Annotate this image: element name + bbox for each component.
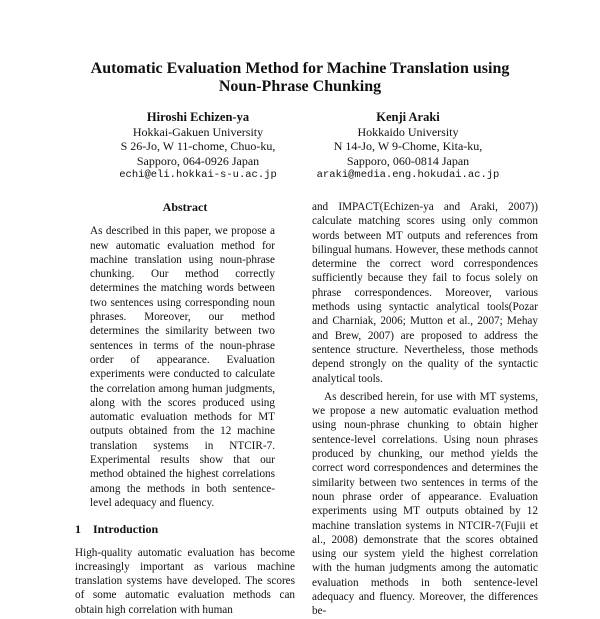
section-title: Introduction xyxy=(93,522,159,537)
abstract-heading: Abstract xyxy=(162,200,208,214)
body-paragraph-2: As described herein, for use with MT systems, we propose a new automatic evaluation method using noun-phrase chunking to obtain higher sentence-level correlations. Using noun phrases produced by chunking, our method yields the correct word correspondences and determines the similarity between two sentences in terms of the noun phrase order of appearance. Evaluation experiments using MT outputs obtained by 12 machine translation systems in NTCIR-7(Fujii et al., 2008) demonstrate that the scores obtained using our system yield the highest correlation with the human judgments among the automatic evaluation methods in both sentence-level adequacy and fluency. Moreover, the differences be- xyxy=(312,390,538,618)
author-name: Kenji Araki xyxy=(376,110,440,124)
body-paragraph-1: and IMPACT(Echizen-ya and Araki, 2007)) calculate matching scores using only common words between MT outputs and references from bilingual humans. However, these methods cannot determine the correct word correspondences sufficiently because they fail to focus solely on phrase correspondences. Moreover, various methods using syntactic analytical tools(Pozar and Charniak, 2006; Mutton et al., 2007; Mehay and Brew, 2007) are proposed to address the sentence structure. Nevertheless, those methods depend strongly on the quality of the syntactic analytical tools. xyxy=(312,201,538,385)
author-block-2 xyxy=(288,110,528,183)
author-address-line-2: Sapporo, 064-0926 Japan xyxy=(136,153,260,168)
author-address-line-2: Sapporo, 060-0814 Japan xyxy=(346,153,470,168)
author-address-line-1: S 26-Jo, W 11-chome, Chuo-ku, xyxy=(120,139,276,153)
author-email: echi@eli.hokkai-s-u.ac.jp xyxy=(119,169,277,181)
author-affiliation: Hokkaido University xyxy=(357,124,459,139)
section-number: 1 xyxy=(75,522,81,537)
introduction-paragraph: High-quality automatic evaluation has become increasingly important as various machine translation systems have developed. The scores of some automatic evaluation methods can obtain high correlation with human xyxy=(75,546,295,616)
title-line-1: Automatic Evaluation Method for Machine Translation using xyxy=(90,60,510,77)
abstract-text: As described in this paper, we propose a new automatic evaluation method for machine translation using noun-phrase chunking. Our method correctly determines the matching words between two sentences using corresponding noun phrases. Moreover, our method determines the similarity between two sentences in terms of the noun-phrase order of appearance. Evaluation experiments were conducted to calculate the correlation among human judgments, along with the scores produced using automatic evaluation methods for MT outputs obtained from the 12 machine translation systems in NTCIR-7. Experimental results show that our method obtained the highest correlations among the methods in both sentence-level adequacy and fluency. xyxy=(90,225,275,509)
author-address-line-1: N 14-Jo, W 9-Chome, Kita-ku, xyxy=(333,139,483,153)
author-affiliation: Hokkai-Gakuen University xyxy=(132,124,264,139)
author-email: araki@media.eng.hokudai.ac.jp xyxy=(316,169,500,181)
right-column xyxy=(312,200,538,619)
author-block-1 xyxy=(78,110,318,183)
author-name: Hiroshi Echizen-ya xyxy=(146,110,250,124)
section-heading-introduction xyxy=(75,522,295,536)
left-column xyxy=(75,200,295,617)
paper-title xyxy=(60,60,540,96)
title-line-2: Noun-Phrase Chunking xyxy=(218,78,382,95)
